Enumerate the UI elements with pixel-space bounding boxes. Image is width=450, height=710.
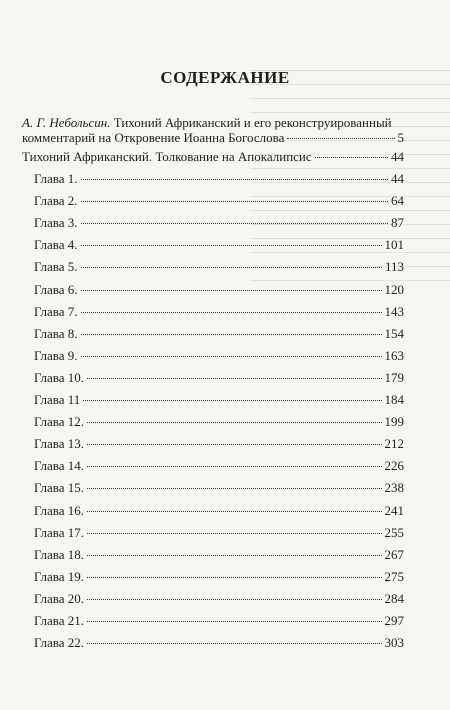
chapter-label: Глава 20. — [34, 590, 85, 606]
leader-dots — [81, 334, 382, 335]
chapter-label: Глава 21. — [34, 613, 85, 628]
chapter-page-number: 87 — [391, 215, 404, 231]
toc-chapter-entry — [34, 304, 404, 319]
chapter-page-number: 163 — [384, 347, 404, 363]
chapter-page-number: 101 — [384, 237, 404, 253]
toc-chapter-entry — [34, 613, 404, 628]
leader-dots — [87, 466, 381, 467]
chapter-page-number: 275 — [384, 568, 404, 584]
chapter-page-number: 297 — [384, 613, 404, 628]
leader-dots — [81, 312, 382, 313]
intro-page-number: 5 — [397, 130, 404, 145]
intro-text-1: Тихоний Африканский и его реконструированный — [110, 115, 392, 130]
leader-dots — [87, 511, 381, 512]
intro-author: А. Г. Небольсин. — [22, 115, 111, 130]
main-entry-page-number: 44 — [391, 149, 404, 164]
chapter-page-number: 113 — [384, 259, 404, 275]
chapter-label: Глава 19. — [34, 568, 85, 584]
chapter-page-number: 64 — [391, 193, 404, 209]
chapter-label: Глава 7. — [34, 303, 78, 319]
toc-chapter-entry — [34, 193, 404, 208]
toc-chapter-entry — [34, 591, 404, 606]
intro-line-2 — [22, 130, 404, 145]
chapter-label: Глава 3. — [34, 215, 78, 231]
toc-chapter-entry — [34, 237, 404, 252]
chapter-label: Глава 14. — [34, 458, 85, 474]
chapter-page-number: 267 — [384, 546, 404, 562]
chapter-label: Глава 16. — [34, 502, 85, 518]
leader-dots — [87, 643, 381, 644]
chapter-page-number: 154 — [384, 325, 404, 341]
toc-chapter-entry — [34, 436, 404, 451]
intro-line-1 — [22, 115, 404, 130]
chapter-page-number: 179 — [384, 369, 404, 385]
leader-dots — [81, 267, 382, 268]
toc-chapter-entry — [34, 259, 404, 274]
leader-dots — [87, 488, 381, 489]
leader-dots — [83, 400, 381, 401]
toc-chapter-entry — [34, 480, 404, 495]
leader-dots — [81, 245, 382, 246]
leader-dots — [81, 356, 382, 357]
leader-dots — [287, 138, 394, 139]
chapter-label: Глава 9. — [34, 347, 78, 363]
intro-text-2: комментарий на Откровение Иоанна Богослова — [22, 130, 285, 145]
chapter-page-number: 120 — [384, 281, 404, 297]
toc-chapter-entry — [34, 503, 404, 518]
toc-chapter-entry — [34, 458, 404, 473]
toc-chapter-entry — [34, 326, 404, 341]
chapter-label: Глава 1. — [34, 171, 78, 186]
toc-chapter-entry — [34, 569, 404, 584]
chapter-label: Глава 13. — [34, 436, 85, 452]
chapter-page-number: 44 — [391, 171, 404, 186]
leader-dots — [87, 599, 381, 600]
chapter-page-number: 303 — [384, 635, 404, 651]
chapter-label: Глава 2. — [34, 193, 78, 209]
leader-dots — [81, 290, 382, 291]
chapter-label: Глава 10. — [34, 369, 85, 385]
leader-dots — [87, 555, 381, 556]
chapter-label: Глава 11 — [34, 392, 81, 407]
toc-chapter-entry — [34, 525, 404, 540]
chapter-page-number: 143 — [384, 303, 404, 319]
leader-dots — [87, 577, 381, 578]
toc-chapter-entry — [34, 171, 404, 186]
chapter-page-number: 284 — [384, 590, 404, 606]
chapter-page-number: 199 — [384, 414, 404, 430]
leader-dots — [315, 157, 388, 158]
toc-main-entry — [22, 149, 404, 164]
chapter-label: Глава 4. — [34, 237, 78, 253]
toc-chapter-entry — [34, 547, 404, 562]
chapter-label: Глава 12. — [34, 414, 85, 430]
chapter-label: Глава 18. — [34, 546, 85, 562]
toc-chapter-entry — [34, 392, 404, 407]
toc-chapter-entry — [34, 282, 404, 297]
chapter-page-number: 184 — [384, 392, 404, 407]
toc-chapter-entry — [34, 215, 404, 230]
chapter-label: Глава 22. — [34, 635, 85, 651]
chapter-page-number: 241 — [384, 502, 404, 518]
leader-dots — [87, 621, 381, 622]
chapter-label: Глава 15. — [34, 480, 85, 496]
chapter-page-number: 212 — [384, 436, 404, 452]
leader-dots — [87, 533, 381, 534]
toc-chapter-entry — [34, 635, 404, 650]
chapter-page-number: 226 — [384, 458, 404, 474]
page-title: СОДЕРЖАНИЕ — [160, 68, 290, 87]
chapter-label: Глава 17. — [34, 524, 85, 540]
toc-chapter-entry — [34, 414, 404, 429]
leader-dots — [81, 201, 388, 202]
leader-dots — [87, 378, 381, 379]
chapter-page-number: 255 — [384, 524, 404, 540]
leader-dots — [81, 179, 388, 180]
chapter-label: Глава 8. — [34, 325, 78, 341]
chapter-label: Глава 5. — [34, 259, 78, 275]
leader-dots — [87, 422, 381, 423]
toc-intro-entry — [22, 115, 404, 145]
toc-chapter-entry — [34, 370, 404, 385]
leader-dots — [87, 444, 381, 445]
main-entry-label: Тихоний Африканский. Толкование на Апокалипсис — [22, 149, 312, 164]
leader-dots — [81, 223, 388, 224]
chapter-label: Глава 6. — [34, 281, 78, 297]
toc-chapter-entry — [34, 348, 404, 363]
chapter-page-number: 238 — [384, 480, 404, 496]
